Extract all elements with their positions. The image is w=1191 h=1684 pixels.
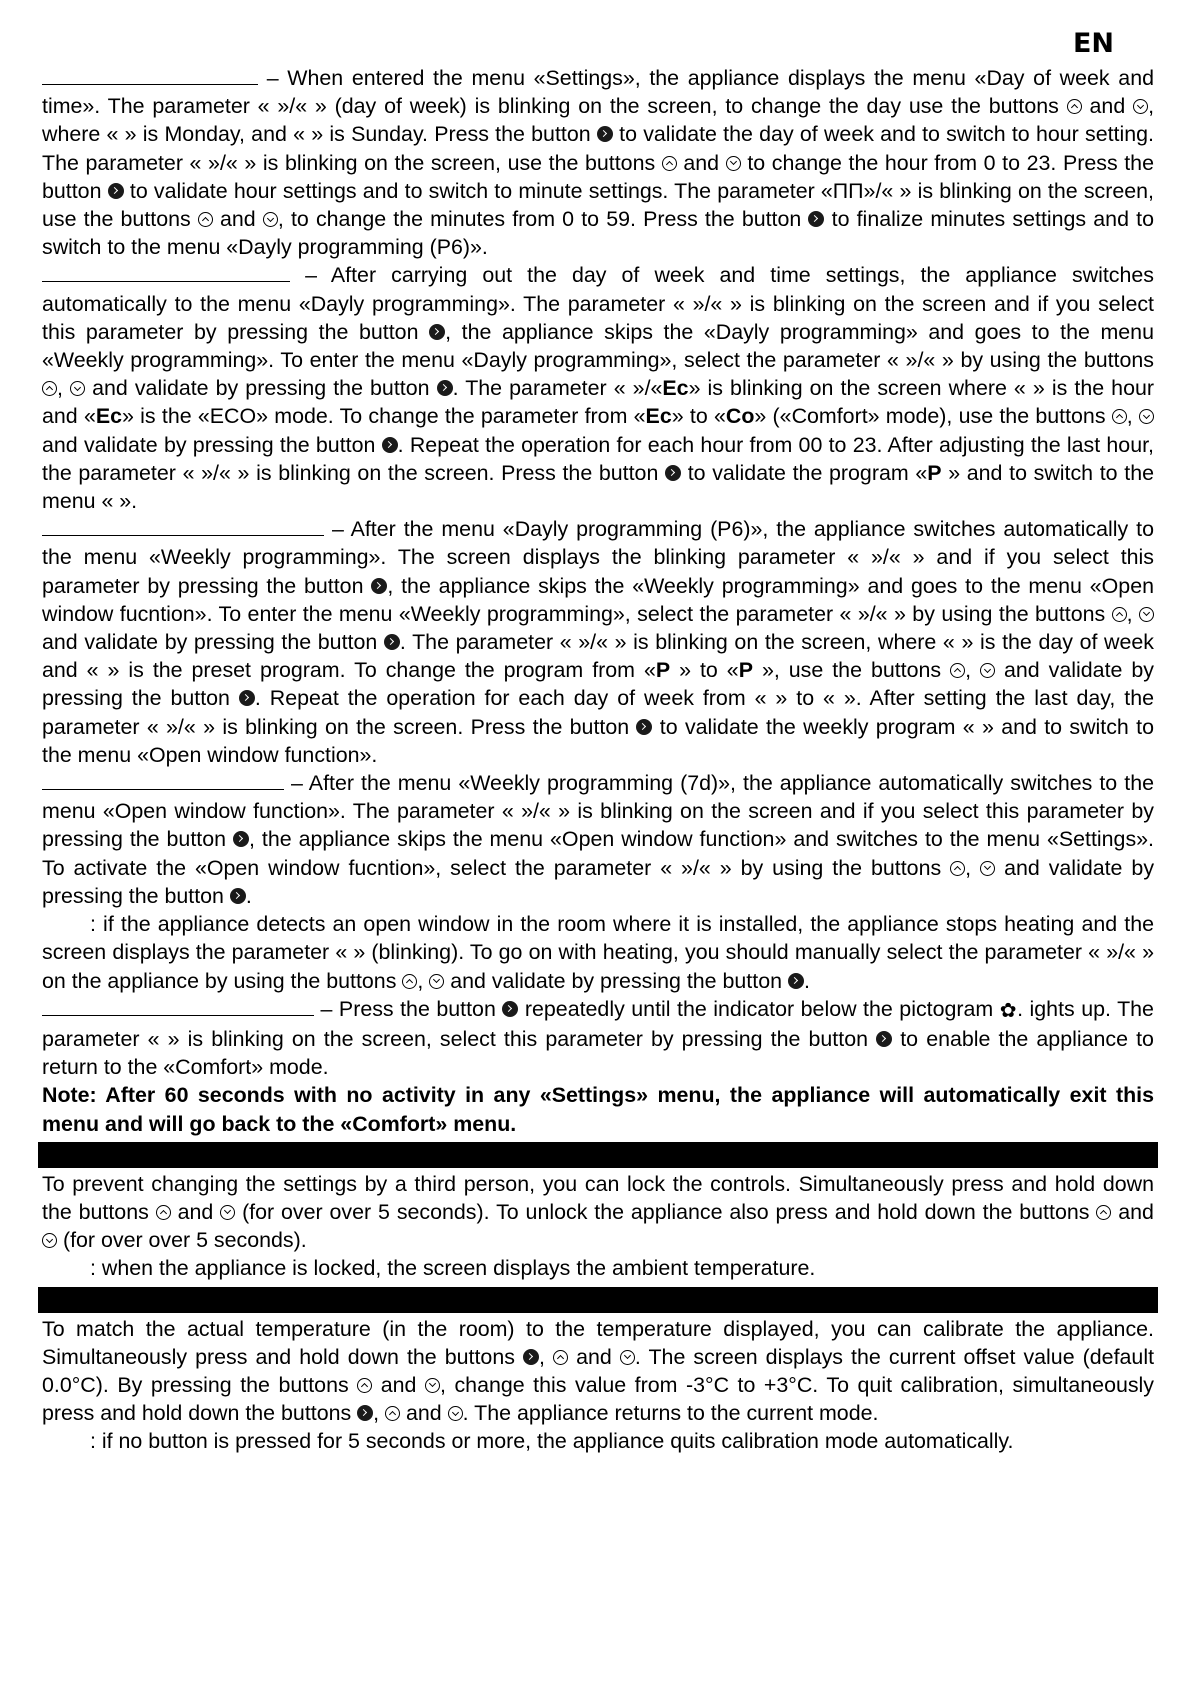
- up-button-icon: [950, 861, 965, 876]
- calibration-note: : if no button is pressed for 5 seconds or more, the appliance quits calibration mode automatically.: [90, 1429, 1014, 1454]
- ok-button-icon: [788, 973, 804, 989]
- up-button-icon: [950, 663, 965, 678]
- heading-blank-line: [42, 997, 314, 1016]
- down-button-icon: [263, 212, 278, 227]
- down-button-icon: [726, 156, 741, 171]
- ok-button-icon: [597, 126, 613, 142]
- calibration-paragraph: To match the actual temperature (in the room) to the temperature displayed, you can calibrate the appliance. Simultaneously press and hold down the buttons , and . The screen displays the current offset value (default 0.0°C). By pressing the buttons and , change this value from -3°C to +3°C. To quit calibration, simultaneously press and hold down the buttons , and . The appliance returns to the current mode.: [42, 1316, 1155, 1426]
- down-button-icon: [42, 1233, 57, 1248]
- up-button-icon: [1096, 1205, 1111, 1220]
- open-window-paragraph: – After the menu «Weekly programming (7d)», the appliance automatically switches to the menu «Open window function». The parameter « »/« » is blinking on the screen and if you select this parameter by pressing the button , the appliance skips the menu «Open window function» and switches to the menu «Settings». To activate the «Open window fucntion», select the parameter « »/« » by using the buttons , and validate by pressing the button .: [42, 771, 1155, 908]
- ok-button-icon: [233, 831, 249, 847]
- ok-button-icon: [371, 578, 387, 594]
- ok-button-icon: [665, 465, 681, 481]
- weekly-programming-paragraph: – After the menu «Dayly programming (P6)», the appliance switches automatically to the menu «Weekly programming». The screen displays the blinking parameter « »/« » and if you select this parameter by pressing the button , the appliance skips the «Weekly programming» and goes to the menu «Open window fucntion». To enter the menu «Weekly programming», select the parameter « »/« » by using the buttons , and validate by pressing the button . The parameter « »/« » is blinking on the screen, where « » is the day of week and « » is the preset program. To change the program from «P » to «P », use the buttons , and validate by pressing the button . Repeat the operation for each day of week from « » to « ». After setting the last day, the parameter « »/« » is blinking on the screen. Press the button to validate the weekly program « » and to switch to the menu «Open window function».: [42, 517, 1154, 767]
- down-button-icon: [1133, 99, 1148, 114]
- down-button-icon: [1139, 409, 1154, 424]
- ok-button-icon: [523, 1349, 539, 1365]
- up-button-icon: [385, 1406, 400, 1421]
- up-button-icon: [553, 1350, 568, 1365]
- up-button-icon: [198, 212, 213, 227]
- section-bar-calibration: [38, 1287, 1158, 1313]
- ok-button-icon: [239, 690, 255, 706]
- ok-button-icon: [429, 324, 445, 340]
- up-button-icon: [402, 974, 417, 989]
- down-button-icon: [1139, 607, 1154, 622]
- gear-icon: ✿: [999, 999, 1018, 1022]
- ok-button-icon: [108, 183, 124, 199]
- down-button-icon: [980, 861, 995, 876]
- language-label: EN: [1072, 28, 1114, 59]
- down-button-icon: [429, 974, 444, 989]
- down-button-icon: [980, 663, 995, 678]
- heading-blank-line: [42, 263, 290, 282]
- ok-button-icon: [382, 437, 398, 453]
- settings-paragraph: – When entered the menu «Settings», the appliance displays the menu «Day of week and time». The parameter « »/« » (day of week) is blinking on the screen, to change the day use the buttons and , where « » is Monday, and « » is Sunday. Press the button to validate the day of week and to switch to hour setting. The parameter « »/« » is blinking on the screen, use the buttons and to change the hour from 0 to 23. Press the button to validate hour settings and to switch to minute settings. The parameter «ПП»/« » is blinking on the screen, use the buttons and , to change the minutes from 0 to 59. Press the button to finalize minutes settings and to switch to the menu «Dayly programming (P6)».: [42, 66, 1155, 260]
- up-button-icon: [357, 1378, 372, 1393]
- down-button-icon: [620, 1350, 635, 1365]
- up-button-icon: [156, 1205, 171, 1220]
- down-button-icon: [220, 1205, 235, 1220]
- open-window-note: : if the appliance detects an open window in the room where it is installed, the appliance stops heating and the screen displays the parameter « » (blinking). To go on with heating, you should manually select the parameter « »/« » on the appliance by using the buttons , and validate by pressing the button .: [42, 912, 1154, 993]
- down-button-icon: [425, 1378, 440, 1393]
- content: [42, 64, 1154, 1456]
- dayly-programming-paragraph: – After carrying out the day of week and time settings, the appliance switches automatically to the menu «Dayly programming». The parameter « »/« » is blinking on the screen and if you select this parameter by pressing the button , the appliance skips the «Dayly programming» and goes to the menu «Weekly programming». To enter the menu «Dayly programming», select the parameter « »/« » by using the buttons , and validate by pressing the button . The parameter « »/«Ec» is blinking on the screen where « » is the hour and «Ec» is the «ECO» mode. To change the parameter from «Ec» to «Co» («Comfort» mode), use the buttons , and validate by pressing the button . Repeat the operation for each hour from 00 to 23. After adjusting the last hour, the parameter « »/« » is blinking on the screen. Press the button to validate the program «P » and to switch to the menu « ».: [42, 263, 1154, 514]
- up-button-icon: [1112, 607, 1127, 622]
- down-button-icon: [448, 1406, 463, 1421]
- up-button-icon: [42, 381, 57, 396]
- heading-blank-line: [42, 771, 284, 790]
- note-paragraph: Note: After 60 seconds with no activity in any «Settings» menu, the appliance will automatically exit this menu and will go back to the «Comfort» menu.: [42, 1083, 1154, 1136]
- ok-button-icon: [636, 719, 652, 735]
- ok-button-icon: [437, 380, 453, 396]
- ok-button-icon: [808, 211, 824, 227]
- lock-paragraph: To prevent changing the settings by a third person, you can lock the controls. Simultaneously press and hold down the buttons and (for over over 5 seconds). To unlock the appliance also press and hold down the buttons and (for over over 5 seconds).: [42, 1171, 1154, 1253]
- ok-button-icon: [876, 1031, 892, 1047]
- ok-button-icon: [230, 888, 246, 904]
- up-button-icon: [662, 156, 677, 171]
- heading-blank-line: [42, 66, 258, 85]
- section-bar-lock: [38, 1142, 1158, 1168]
- lock-note: : when the appliance is locked, the screen displays the ambient temperature.: [90, 1256, 816, 1281]
- up-button-icon: [1067, 99, 1082, 114]
- heading-blank-line: [42, 517, 324, 536]
- exit-settings-paragraph: – Press the button repeatedly until the indicator below the pictogram ✿. ights up. The parameter « » is blinking on the screen, select this parameter by pressing the button to enable the appliance to return to the «Comfort» mode.: [42, 996, 1154, 1080]
- ok-button-icon: [384, 634, 400, 650]
- down-button-icon: [70, 381, 85, 396]
- up-button-icon: [1112, 409, 1127, 424]
- ok-button-icon: [357, 1405, 373, 1421]
- ok-button-icon: [502, 1001, 518, 1017]
